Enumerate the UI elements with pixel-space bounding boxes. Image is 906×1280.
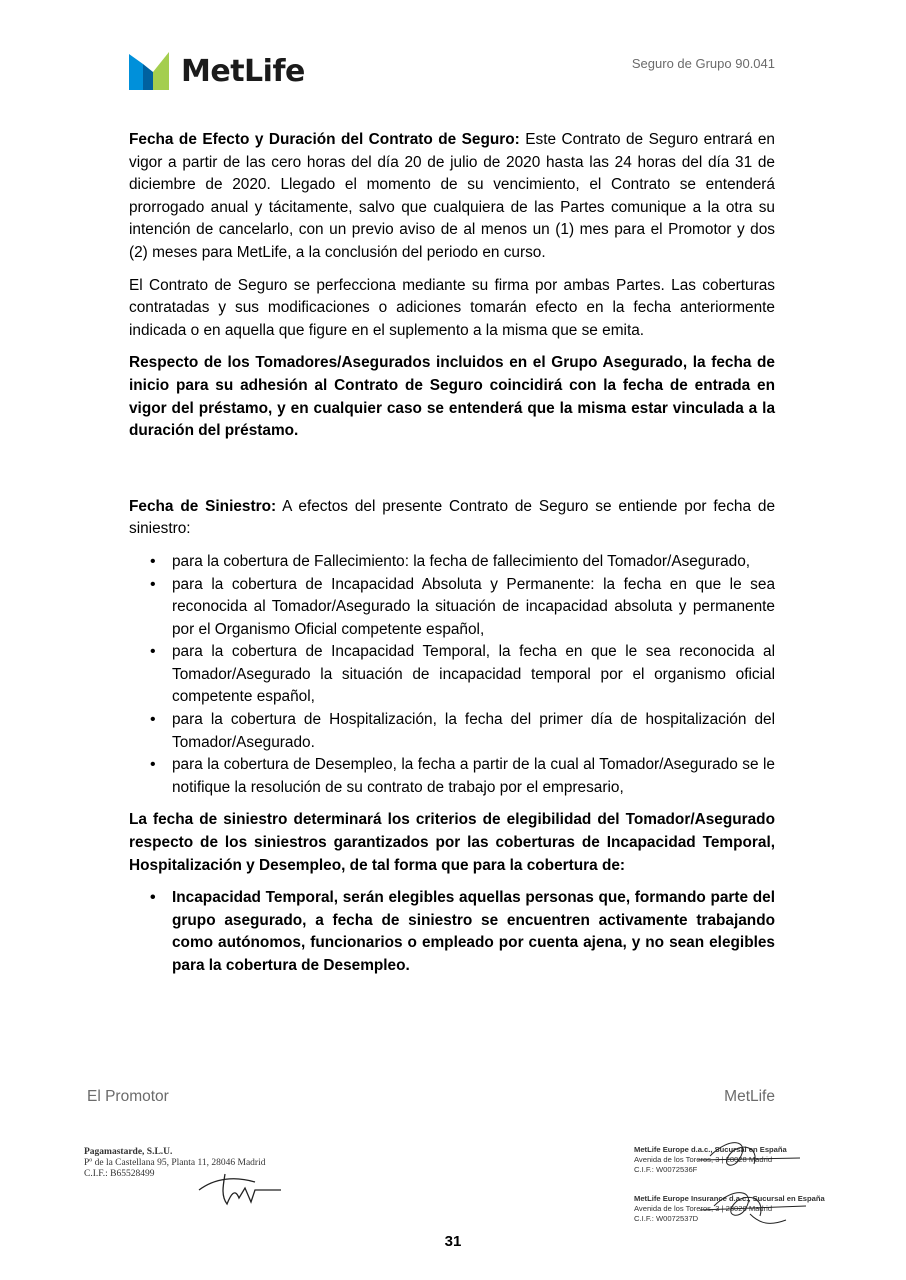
effective-date-heading: Fecha de Efecto y Duración del Contrato de Seguro: [129, 131, 520, 148]
list-item: • para la cobertura de Fallecimiento: la fecha de fallecimiento del Tomador/Asegurado, [129, 551, 775, 574]
eligibility-paragraph [129, 809, 775, 877]
list-item: • para la cobertura de Desempleo, la fecha a partir de la cual al Tomador/Asegurado se le notifique la resolución de su contrato de trabajo por el empresario, [129, 754, 775, 799]
contract-perfection-paragraph: El Contrato de Seguro se perfecciona mediante su firma por ambas Partes. Las coberturas contratadas y sus modificaciones o adiciones tomarán efecto en la fecha anteriormente indicada o en aquella que figure en el suplemento a la misma que se emita. [129, 276, 775, 339]
metlife-label: MetLife [724, 1088, 775, 1105]
effective-date-text: Este Contrato de Seguro entrará en vigor a partir de las cero horas del día 20 de julio de 2020 hasta las 24 horas del día 31 de diciembre de 2020. Llegado el momento de su vencimiento, el Contrato se entenderá prorrogado anual y tácitamente, salvo que cualquiera de las Partes comunique a la otra su intención de cancelarlo, con un previo aviso de al menos un (1) mes para el Promotor y dos (2) meses para MetLife, a la conclusión del periodo en curso. [129, 131, 775, 261]
metlife-insurance-address: Avenida de los Toreros, 3 | 28028 Madrid [634, 1204, 773, 1213]
metlife-europe-address: Avenida de los Toreros, 3 | 28028 Madrid [634, 1155, 773, 1164]
claim-date-list [129, 551, 775, 800]
document-body [129, 129, 775, 988]
metlife-insurance-cif: C.I.F.: W0072537D [634, 1214, 699, 1223]
list-item: • para la cobertura de Incapacidad Absoluta y Permanente: la fecha en que le sea reconocida al Tomador/Asegurado la situación de incapacidad absoluta y permanente por el Organismo Oficial competente español, [129, 574, 775, 642]
metlife-logo-icon [129, 52, 169, 92]
claim-date-intro: A efectos del presente Contrato de Seguro se entiende por fecha de siniestro: [129, 497, 775, 538]
claim-date-heading: Fecha de Siniestro: [129, 497, 277, 515]
eligibility-list [129, 887, 775, 977]
metlife-europe-name: MetLife Europe d.a.c., Sucursal en España [634, 1145, 787, 1154]
metlife-insurance-name: MetLife Europe Insurance d.a.c., Sucursal en España [634, 1194, 825, 1203]
promoter-address: Pº de la Castellana 95, Planta 11, 28046 Madrid [84, 1158, 266, 1168]
spacer [129, 453, 775, 496]
promoter-signature [195, 1168, 285, 1208]
adhesion-paragraph [129, 352, 775, 442]
metlife-europe-cif: C.I.F.: W0072536F [634, 1165, 698, 1174]
list-item: • Incapacidad Temporal, serán elegibles aquellas personas que, formando parte del grupo asegurado, a fecha de siniestro se encuentren activamente trabajando como autónomos, funcionarios o empleado por cuenta ajena, y no sean elegibles para la cobertura de Desempleo. [129, 887, 775, 977]
metlife-signature [690, 1136, 810, 1236]
list-item: • para la cobertura de Hospitalización, la fecha del primer día de hospitalización del Tomador/Asegurado. [129, 709, 775, 754]
eligibility-text: La fecha de siniestro determinará los criterios de elegibilidad del Tomador/Asegurado respecto de los siniestros garantizados por las coberturas de Incapacidad Temporal, Hospitalización y Desempleo, de tal forma que para la cobertura de: [129, 811, 775, 874]
policy-reference: Seguro de Grupo 90.041 [631, 56, 775, 71]
metlife-logo [129, 52, 305, 92]
promoter-name: Pagamastarde, S.L.U. [84, 1147, 173, 1157]
adhesion-text: Respecto de los Tomadores/Asegurados incluidos en el Grupo Asegurado, la fecha de inicio para su adhesión al Contrato de Seguro coincidirá con la fecha de entrada en vigor del préstamo, y en cualquier caso se entenderá que la misma estar vinculada a la duración del préstamo. [129, 354, 775, 440]
promoter-label: El Promotor [87, 1088, 169, 1105]
promoter-cif: C.I.F.: B65528499 [84, 1169, 155, 1179]
list-item: • para la cobertura de Incapacidad Temporal, la fecha en que le sea reconocida al Tomador/Asegurado la situación de incapacidad temporal por el organismo oficial competente español, [129, 641, 775, 709]
logo-wordmark: MetLife [181, 54, 305, 89]
effective-date-paragraph [129, 129, 775, 265]
claim-date-paragraph [129, 496, 775, 541]
page-number: 31 [444, 1233, 462, 1250]
